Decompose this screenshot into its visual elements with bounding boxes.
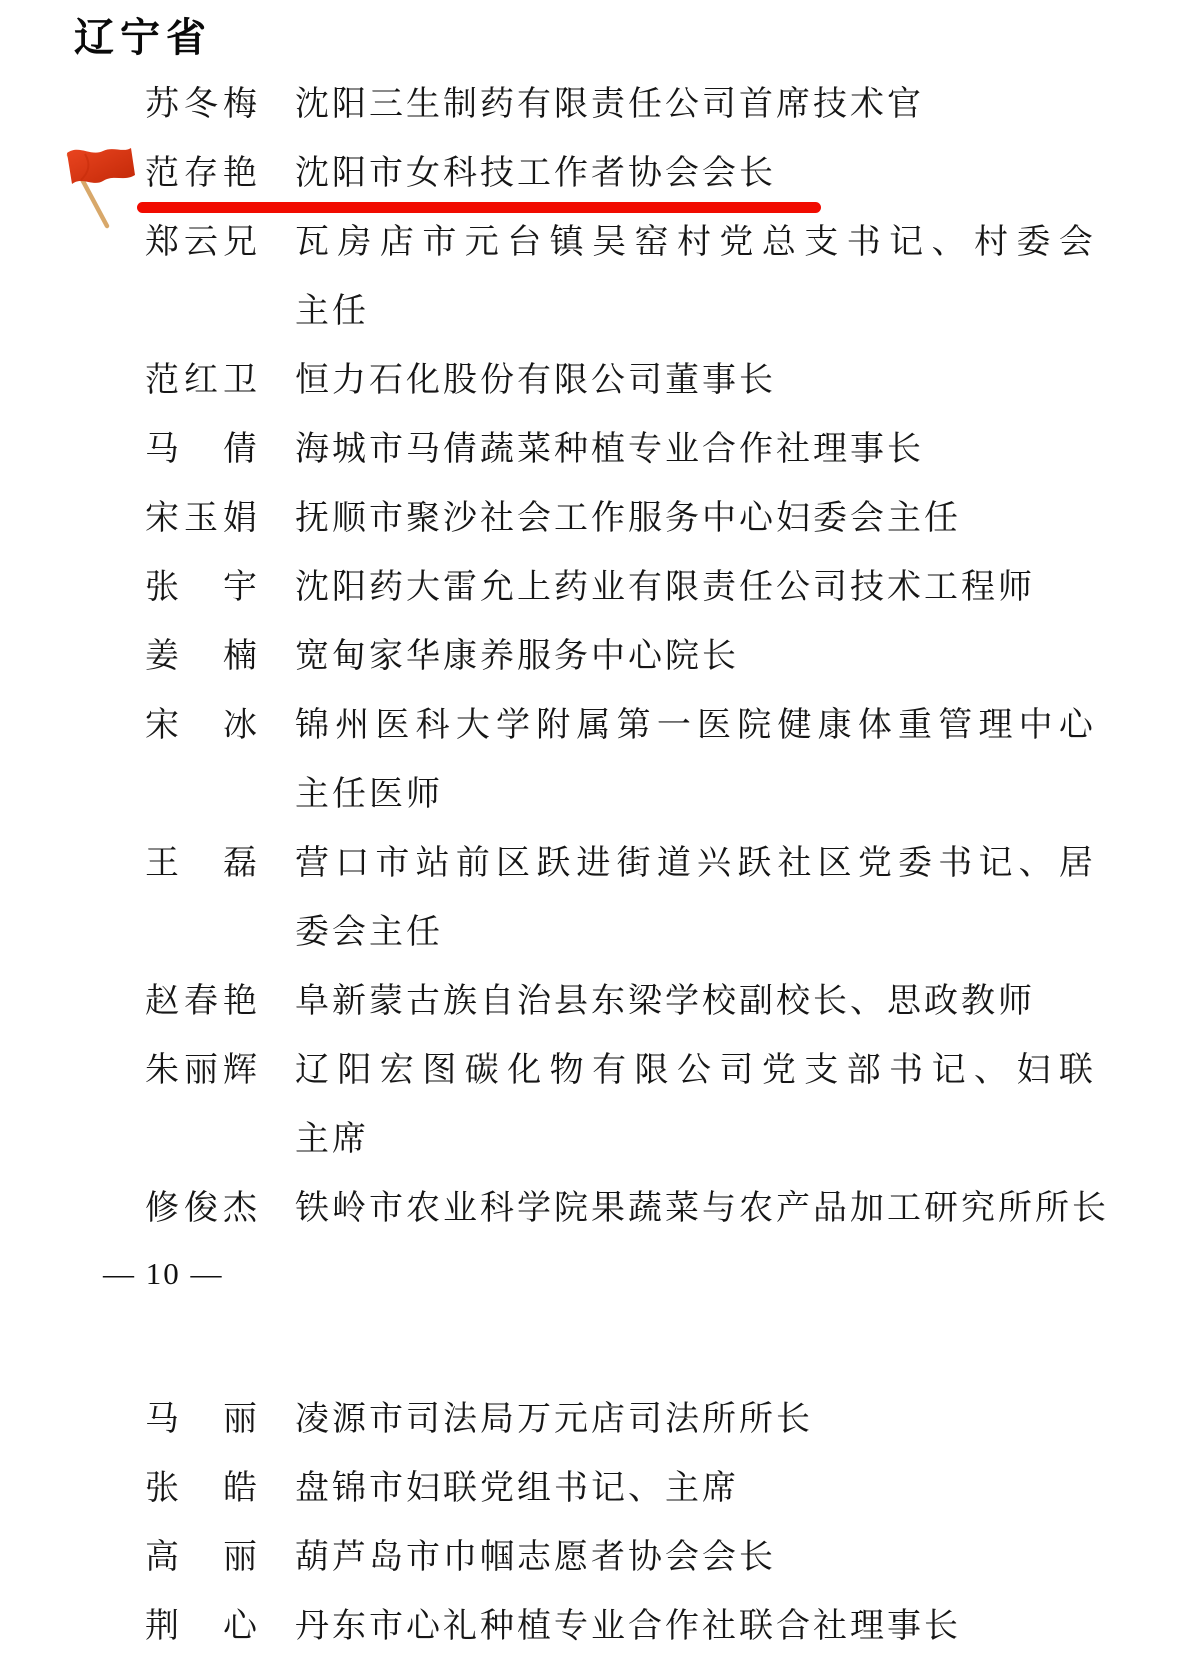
list-entry [145,1036,1093,1174]
title-line: 辽 阳 宏 图 碳 化 物 有 限 公 司 党 支 部 书 记 、 妇 联 [295,1052,1093,1089]
person-title [295,1592,1093,1661]
person-name: 宋 玉 娟 [145,500,257,537]
person-name: 荆 心 [145,1608,257,1645]
person-title [295,1385,1093,1454]
person-name: 高 丽 [145,1539,257,1576]
person-title [295,829,1093,967]
person-title [295,1454,1093,1523]
person-title [295,1174,1109,1243]
title-line: 主席 [295,1121,369,1158]
title-line: 沈阳药大雷允上药业有限责任公司技术工程师 [295,569,1035,606]
title-line: 主任医师 [295,776,443,813]
title-line: 委会主任 [295,914,443,951]
person-title [295,622,1093,691]
list-entry [145,691,1093,829]
title-line: 宽甸家华康养服务中心院长 [295,638,739,675]
list-entry [145,1174,1109,1243]
title-line: 海城市马倩蔬菜种植专业合作社理事长 [295,431,924,468]
person-name: 朱 丽 辉 [145,1052,257,1089]
list-entry [145,1454,1093,1523]
title-line: 沈阳三生制药有限责任公司首席技术官 [295,86,924,123]
person-name: 苏 冬 梅 [145,86,257,123]
entry-list-page2 [145,1385,1093,1661]
person-title [295,1523,1093,1592]
person-title [295,346,1093,415]
person-title [295,691,1093,829]
person-name: 范 红 卫 [145,362,257,399]
title-line: 凌源市司法局万元店司法所所长 [295,1401,813,1438]
title-line: 瓦 房 店 市 元 台 镇 吴 窑 村 党 总 支 书 记 、 村 委 会 [295,224,1093,261]
person-title [295,484,1093,553]
title-line: 阜新蒙古族自治县东梁学校副校长、思政教师 [295,983,1035,1020]
page-number: — 10 — [103,1256,224,1291]
title-line: 恒力石化股份有限公司董事长 [295,362,776,399]
person-name: 马 丽 [145,1401,257,1438]
list-entry [145,415,1093,484]
title-line: 盘锦市妇联党组书记、主席 [295,1470,739,1507]
title-line: 锦 州 医 科 大 学 附 属 第 一 医 院 健 康 体 重 管 理 中 心 [295,707,1093,744]
title-line: 主任 [295,293,369,330]
person-name: 张 皓 [145,1470,257,1507]
title-line: 沈阳市女科技工作者协会会长 [295,155,776,192]
person-title [295,553,1093,622]
person-title [295,208,1093,346]
person-title [295,139,1093,208]
list-entry [145,70,1093,139]
person-name: 张 宇 [145,569,257,606]
list-entry [145,346,1093,415]
person-name: 范 存 艳 [145,155,257,192]
list-entry [145,1385,1093,1454]
person-name: 姜 楠 [145,638,257,675]
title-line: 丹东市心礼种植专业合作社联合社理事长 [295,1608,961,1645]
person-name: 王 磊 [145,845,257,882]
title-line: 抚顺市聚沙社会工作服务中心妇委会主任 [295,500,961,537]
person-title [295,1036,1093,1174]
title-line: 铁岭市农业科学院果蔬菜与农产品加工研究所所长 [295,1190,1109,1227]
list-entry [145,484,1093,553]
person-name: 宋 冰 [145,707,257,744]
person-name: 马 倩 [145,431,257,468]
list-entry [145,1523,1093,1592]
list-entry [145,622,1093,691]
list-entry [145,208,1093,346]
person-name: 修 俊 杰 [145,1190,257,1227]
person-name: 郑 云 兄 [145,224,257,261]
list-entry [145,829,1093,967]
list-entry [145,553,1093,622]
red-flag-icon [55,142,139,232]
title-line: 营 口 市 站 前 区 跃 进 街 道 兴 跃 社 区 党 委 书 记 、 居 [295,845,1093,882]
list-entry [145,139,1093,208]
entry-list-page1 [145,70,1109,1243]
list-entry [145,967,1093,1036]
person-title [295,70,1093,139]
person-title [295,967,1093,1036]
person-name: 赵 春 艳 [145,983,257,1020]
list-entry [145,1592,1093,1661]
title-line: 葫芦岛市巾帼志愿者协会会长 [295,1539,776,1576]
province-header: 辽宁省 [74,16,212,60]
person-title [295,415,1093,484]
